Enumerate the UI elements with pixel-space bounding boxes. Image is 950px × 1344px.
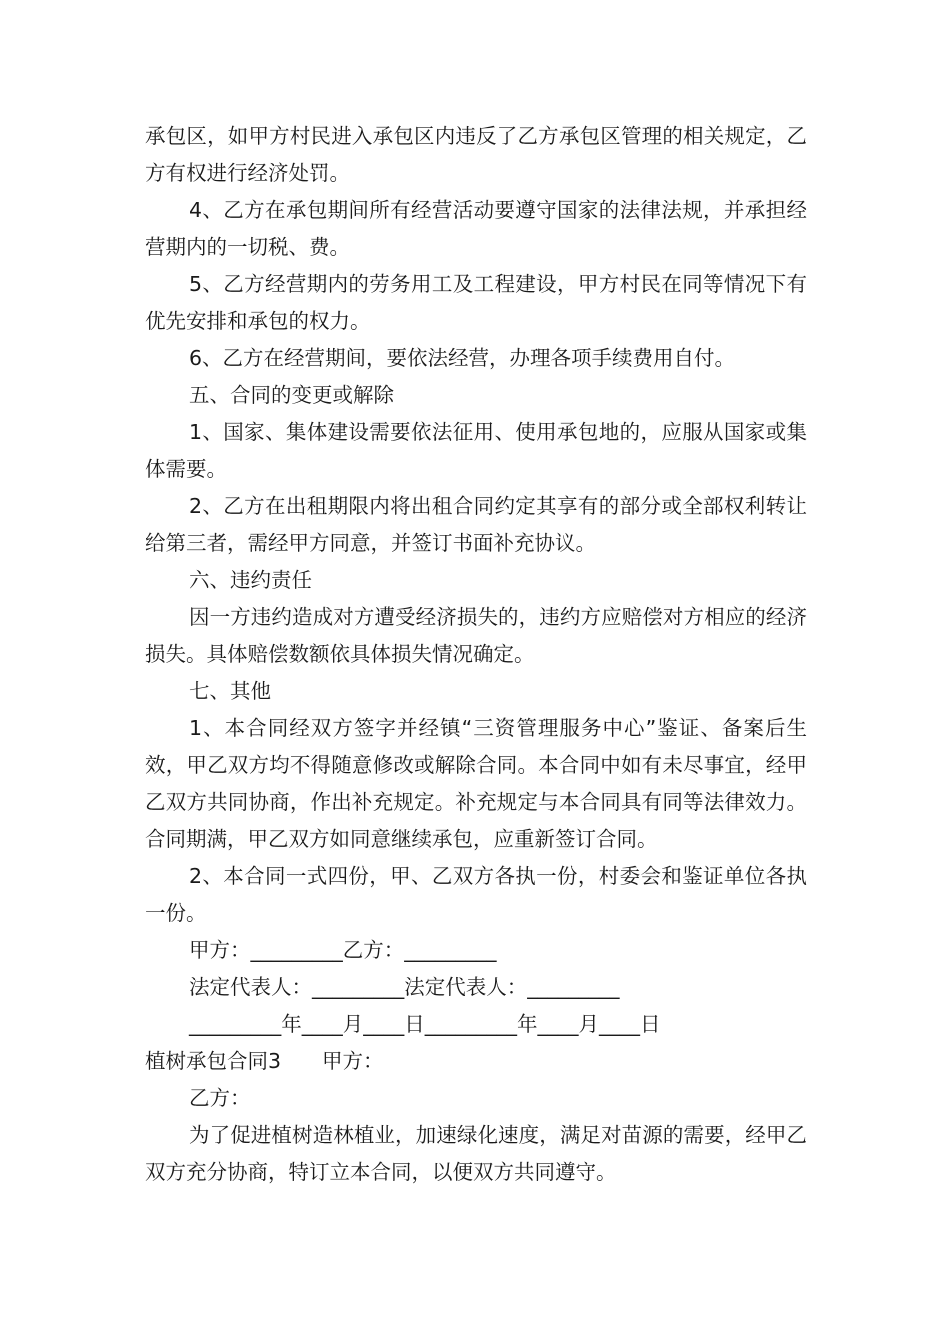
paragraph: 1、国家、集体建设需要依法征用、使用承包地的，应服从国家或集体需要。 [145, 420, 807, 481]
contract-title-line: 植树承包合同3 甲方： [145, 1049, 384, 1073]
section-heading: 六、违约责任 [189, 568, 312, 592]
section-heading: 五、合同的变更或解除 [189, 383, 394, 407]
signature-line-party: 甲方：_________乙方：_________ [189, 938, 497, 962]
paragraph: 承包区，如甲方村民进入承包区内违反了乙方承包区管理的相关规定，乙方有权进行经济处罚。 [145, 124, 807, 185]
paragraph: 1、本合同经双方签字并经镇“三资管理服务中心”鉴证、备案后生效，甲乙双方均不得随意修改或解除合同。本合同中如有未尽事宜，经甲乙双方共同协商，作出补充规定。补充规定与本合同具有同等法律效力。合同期满，甲乙双方如同意继续承包，应重新签订合同。 [145, 716, 807, 851]
paragraph: 为了促进植树造林植业，加速绿化速度，满足对苗源的需要，经甲乙双方充分协商，特订立本合同，以便双方共同遵守。 [145, 1123, 807, 1184]
section-heading: 七、其他 [189, 679, 271, 703]
party-b-line: 乙方： [189, 1086, 251, 1110]
paragraph: 因一方违约造成对方遭受经济损失的，违约方应赔偿对方相应的经济损失。具体赔偿数额依具体损失情况确定。 [145, 605, 807, 666]
paragraph: 2、本合同一式四份，甲、乙双方各执一份，村委会和鉴证单位各执一份。 [145, 864, 807, 925]
document-page [145, 118, 807, 1191]
signature-line-date: _________年____月____日_________年____月____日 [189, 1012, 661, 1036]
paragraph: 5、乙方经营期内的劳务用工及工程建设，甲方村民在同等情况下有优先安排和承包的权力。 [145, 272, 807, 333]
paragraph: 2、乙方在出租期限内将出租合同约定其享有的部分或全部权利转让给第三者，需经甲方同意，并签订书面补充协议。 [145, 494, 807, 555]
signature-line-representative: 法定代表人：_________法定代表人：_________ [189, 975, 620, 999]
paragraph: 6、乙方在经营期间，要依法经营，办理各项手续费用自付。 [189, 346, 736, 370]
paragraph: 4、乙方在承包期间所有经营活动要遵守国家的法律法规，并承担经营期内的一切税、费。 [145, 198, 807, 259]
